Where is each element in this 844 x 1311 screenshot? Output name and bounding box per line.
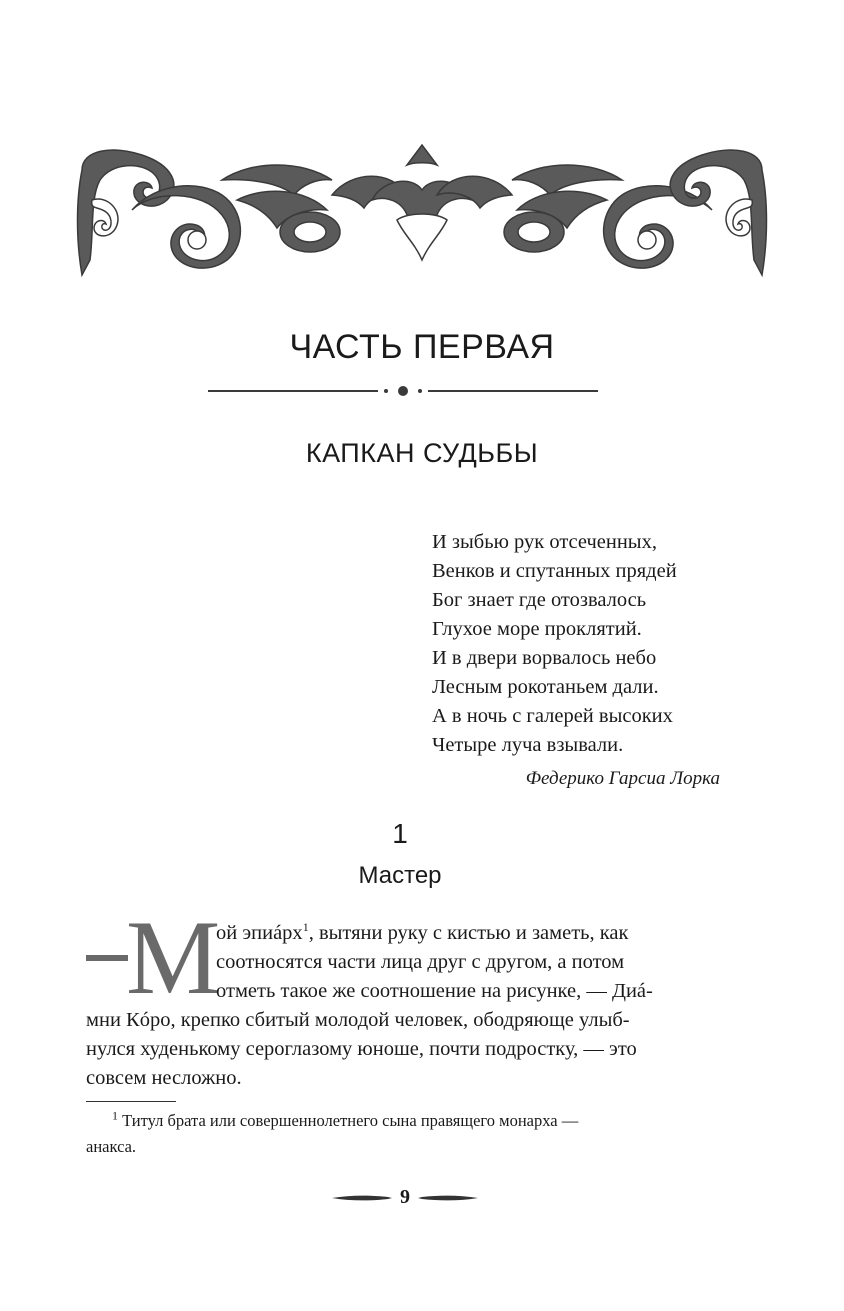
epigraph-line: Бог знает где отозвалось [432,589,647,611]
epigraph [432,528,677,760]
chapter-number: 1 [392,818,408,849]
part-title: ЧАСТЬ ПЕРВАЯ [289,328,555,366]
body-line [216,920,628,946]
epigraph-line: Лесным рокотаньем дали. [432,676,659,698]
footnote-ref[interactable]: 1 [302,920,309,935]
footnote-text: Титул брата или совершеннолетнего сына правящего монарха — [122,1111,579,1130]
epigraph-line: И в двери ворвалось небо [432,647,657,669]
page-footer [330,1186,480,1210]
footnote-line [112,1110,578,1132]
page-number: 9 [400,1186,410,1208]
epigraph-line: Глухое море проклятий. [432,618,642,640]
body-text: , вытяни руку с кистью и заметь, как [308,922,629,944]
footnote-rule [86,1101,176,1102]
epigraph-line: И зыбью рук отсеченных, [432,531,657,553]
body-line: нулся худенькому сероглазому юноше, почти подростку, — это [86,1038,637,1060]
body-line: соотносятся части лица друг с другом, а потом [216,951,625,973]
body-line: совсем несложно. [86,1067,242,1089]
epigraph-line: А в ночь с галерей высоких [432,705,673,727]
title-divider [208,380,598,402]
chapter-title: Мастер [358,862,442,889]
ornamental-header [72,140,772,290]
epigraph-line: Венков и спутанных прядей [432,560,677,582]
epigraph-line: Четыре луча взывали. [432,734,624,756]
drop-cap: М [126,899,221,1016]
part-subtitle: КАПКАН СУДЬБЫ [305,438,539,468]
footnote-line: анакса. [86,1137,137,1156]
body-line: мни Кóро, крепко сбитый молодой человек, ободряюще улыб- [86,1009,630,1031]
footnote-marker: 1 [112,1108,118,1123]
epigraph-author: Федерико Гарсиа Лорка [525,768,720,789]
dialogue-dash [86,955,128,961]
body-line: отметь такое же соотношение на рисунке, — Диá- [216,980,653,1002]
body-text: ой эпиáрх [216,922,303,944]
